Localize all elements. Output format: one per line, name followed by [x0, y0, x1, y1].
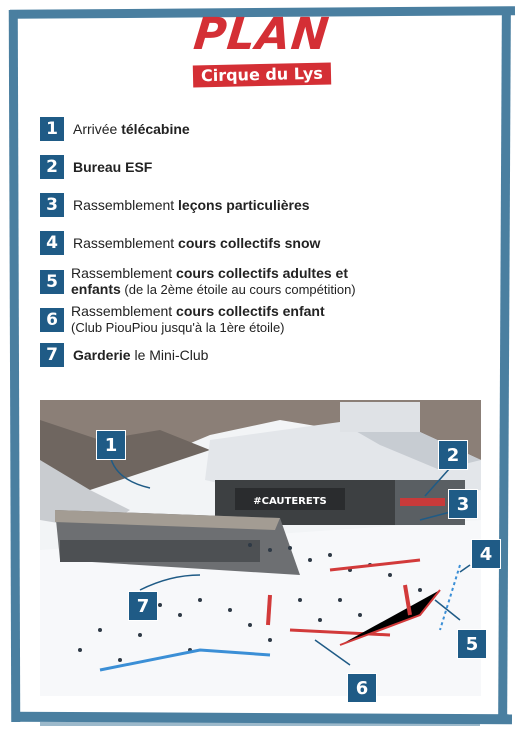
subtitle-block [0, 64, 524, 86]
photo-marker-1: 1 [96, 430, 126, 460]
title-block [0, 10, 524, 60]
photo-marker-4: 4 [471, 539, 501, 569]
legend-item-4 [40, 231, 320, 255]
legend-item-3 [40, 193, 310, 217]
legend-item-1 [40, 117, 190, 141]
photo-marker-6: 6 [347, 673, 377, 703]
page-subtitle: Cirque du Lys [193, 63, 331, 88]
legend-text-7: Garderie le Mini-Club [73, 347, 209, 363]
photo-marker-2: 2 [438, 440, 468, 470]
frame-right [498, 10, 511, 722]
legend-number-1: 1 [40, 117, 64, 141]
legend-item-2 [40, 155, 152, 179]
frame-left [9, 10, 20, 722]
legend-text-1: Arrivée télécabine [73, 121, 190, 137]
photo-marker-7: 7 [128, 591, 158, 621]
legend-item-7 [40, 343, 208, 367]
building-sign: #CAUTERETS [253, 496, 327, 507]
resort-photo [40, 400, 493, 699]
photo-marker-5: 5 [457, 629, 487, 659]
page-title: PLAN [191, 9, 333, 60]
legend-text-2: Bureau ESF [73, 159, 153, 175]
legend-text-5: Rassemblement cours collectifs adultes et enfants (de la 2ème étoile au cours compétition) [71, 265, 356, 297]
legend-number-5: 5 [40, 270, 64, 294]
legend-number-2: 2 [40, 155, 64, 179]
legend-text-4: Rassemblement cours collectifs snow [73, 235, 321, 251]
legend-number-3: 3 [40, 193, 64, 217]
legend-number-7: 7 [40, 343, 64, 367]
legend-text-6: Rassemblement cours collectifs enfant (Club PiouPiou jusqu'à la 1ère étoile) [71, 303, 325, 335]
legend-item-6 [40, 303, 325, 336]
frame-bottom-stroke [40, 722, 480, 726]
legend-item-5 [40, 265, 356, 298]
legend-text-3: Rassemblement leçons particulières [73, 197, 310, 213]
photo-marker-3: 3 [448, 489, 478, 519]
legend-number-6: 6 [40, 308, 64, 332]
legend-number-4: 4 [40, 231, 64, 255]
